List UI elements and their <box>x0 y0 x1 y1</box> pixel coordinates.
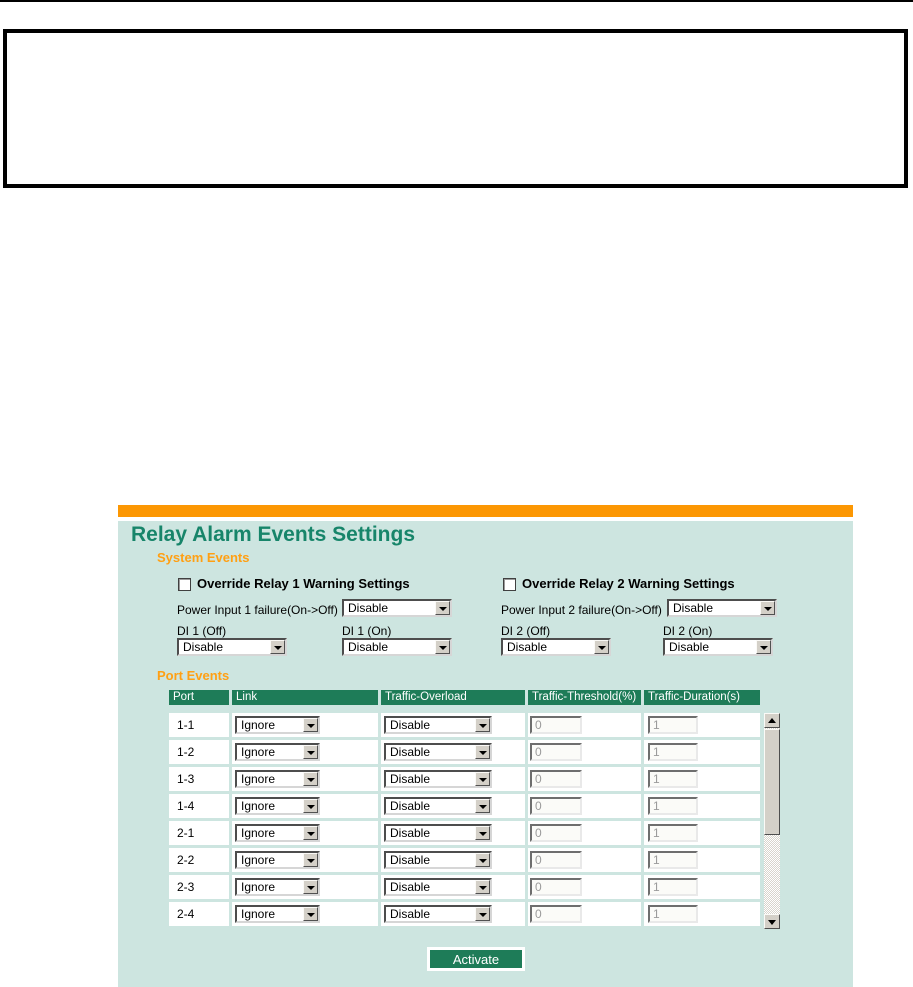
dropdown-arrow-icon[interactable] <box>303 826 318 840</box>
link-select[interactable]: Ignore <box>235 716 320 734</box>
power-input1-select-value: Disable <box>348 601 389 615</box>
duration-input[interactable] <box>648 851 698 869</box>
dropdown-arrow-icon[interactable] <box>303 880 318 894</box>
link-select[interactable]: Ignore <box>235 743 320 761</box>
table-row <box>169 767 760 791</box>
link-select[interactable]: Ignore <box>235 770 320 788</box>
dropdown-arrow-icon[interactable] <box>475 799 490 813</box>
port-label: 2-1 <box>177 826 195 840</box>
duration-input[interactable] <box>648 797 698 815</box>
table-row <box>169 740 760 764</box>
duration-input[interactable] <box>648 878 698 896</box>
activate-button[interactable]: Activate <box>427 947 525 971</box>
di2-off-label: DI 2 (Off) <box>501 624 551 638</box>
di1-on-label: DI 1 (On) <box>342 624 392 638</box>
di2-off-select[interactable] <box>501 638 611 656</box>
overload-select[interactable]: Disable <box>384 797 492 815</box>
di1-off-label: DI 1 (Off) <box>177 624 227 638</box>
column-header-threshold: Traffic-Threshold(%) <box>528 690 641 705</box>
dropdown-arrow-icon[interactable] <box>475 880 490 894</box>
override-relay2-label: Override Relay 2 Warning Settings <box>522 576 735 591</box>
table-row <box>169 848 760 872</box>
power-input1-select[interactable] <box>342 599 452 617</box>
link-select[interactable]: Ignore <box>235 851 320 869</box>
table-row <box>169 902 760 926</box>
overload-select[interactable]: Disable <box>384 878 492 896</box>
threshold-input[interactable] <box>530 797 582 815</box>
port-label: 1-1 <box>177 718 195 732</box>
duration-input[interactable] <box>648 770 698 788</box>
link-select[interactable]: Ignore <box>235 824 320 842</box>
power-input1-label: Power Input 1 failure(On->Off) <box>177 603 338 617</box>
dropdown-arrow-icon[interactable] <box>475 826 490 840</box>
column-header-overload: Traffic-Overload <box>381 690 525 705</box>
table-row <box>169 821 760 845</box>
duration-input[interactable] <box>648 824 698 842</box>
dropdown-arrow-icon[interactable] <box>303 745 318 759</box>
system-events-heading: System Events <box>157 550 250 565</box>
dropdown-arrow-icon[interactable] <box>475 907 490 921</box>
dropdown-arrow-icon[interactable] <box>435 640 450 654</box>
threshold-input[interactable] <box>530 851 582 869</box>
scroll-down-button[interactable] <box>764 914 780 929</box>
duration-input[interactable] <box>648 743 698 761</box>
dropdown-arrow-icon[interactable] <box>475 853 490 867</box>
table-row <box>169 713 760 737</box>
threshold-input[interactable] <box>530 878 582 896</box>
scrollbar-thumb[interactable] <box>764 729 780 835</box>
di2-off-select-value: Disable <box>507 640 548 654</box>
port-events-table-body <box>169 713 760 929</box>
top-rule <box>0 0 913 2</box>
port-label: 1-4 <box>177 799 195 813</box>
threshold-input[interactable] <box>530 716 582 734</box>
di2-on-select-value: Disable <box>669 640 710 654</box>
scroll-up-button[interactable] <box>764 713 780 728</box>
orange-header-bar <box>118 505 853 517</box>
threshold-input[interactable] <box>530 743 582 761</box>
power-input2-select[interactable] <box>667 599 777 617</box>
overload-select[interactable]: Disable <box>384 905 492 923</box>
dropdown-arrow-icon[interactable] <box>303 799 318 813</box>
dropdown-arrow-icon[interactable] <box>475 718 490 732</box>
column-header-duration: Traffic-Duration(s) <box>644 690 760 705</box>
dropdown-arrow-icon[interactable] <box>594 640 609 654</box>
port-label: 1-2 <box>177 745 195 759</box>
di2-on-label: DI 2 (On) <box>663 624 713 638</box>
dropdown-arrow-icon[interactable] <box>270 640 285 654</box>
port-label: 2-4 <box>177 907 195 921</box>
threshold-input[interactable] <box>530 905 582 923</box>
di1-on-select-value: Disable <box>348 640 389 654</box>
column-header-link: Link <box>232 690 378 705</box>
power-input2-label: Power Input 2 failure(On->Off) <box>501 603 662 617</box>
column-header-port: Port <box>169 690 229 705</box>
port-label: 2-3 <box>177 880 195 894</box>
dropdown-arrow-icon[interactable] <box>475 772 490 786</box>
overload-select[interactable]: Disable <box>384 851 492 869</box>
dropdown-arrow-icon[interactable] <box>303 853 318 867</box>
relay-alarm-settings-panel <box>118 505 853 987</box>
table-scrollbar[interactable] <box>764 713 780 929</box>
dropdown-arrow-icon[interactable] <box>475 745 490 759</box>
link-select[interactable]: Ignore <box>235 797 320 815</box>
table-row <box>169 875 760 899</box>
port-label: 2-2 <box>177 853 195 867</box>
dropdown-arrow-icon[interactable] <box>303 718 318 732</box>
di1-off-select[interactable] <box>177 638 287 656</box>
override-relay1-label: Override Relay 1 Warning Settings <box>197 576 410 591</box>
arrow-up-icon <box>768 718 776 723</box>
port-label: 1-3 <box>177 772 195 786</box>
duration-input[interactable] <box>648 716 698 734</box>
page-title: Relay Alarm Events Settings <box>131 523 415 546</box>
dropdown-arrow-icon[interactable] <box>435 601 450 615</box>
empty-outlined-box <box>3 29 908 188</box>
override-relay2-checkbox[interactable] <box>503 578 516 591</box>
threshold-input[interactable] <box>530 824 582 842</box>
overload-select[interactable]: Disable <box>384 743 492 761</box>
threshold-input[interactable] <box>530 770 582 788</box>
di1-on-select[interactable] <box>342 638 452 656</box>
override-relay1-checkbox[interactable] <box>178 578 191 591</box>
arrow-down-icon <box>768 920 776 925</box>
overload-select[interactable]: Disable <box>384 770 492 788</box>
link-select[interactable]: Ignore <box>235 905 320 923</box>
dropdown-arrow-icon[interactable] <box>303 772 318 786</box>
duration-input[interactable] <box>648 905 698 923</box>
dropdown-arrow-icon[interactable] <box>303 907 318 921</box>
dropdown-arrow-icon[interactable] <box>756 640 771 654</box>
overload-select[interactable]: Disable <box>384 824 492 842</box>
di1-off-select-value: Disable <box>183 640 224 654</box>
overload-select[interactable]: Disable <box>384 716 492 734</box>
port-events-heading: Port Events <box>157 668 230 683</box>
di2-on-select[interactable] <box>663 638 773 656</box>
port-events-table-header <box>169 690 760 705</box>
dropdown-arrow-icon[interactable] <box>760 601 775 615</box>
link-select[interactable]: Ignore <box>235 878 320 896</box>
power-input2-select-value: Disable <box>673 601 714 615</box>
table-row <box>169 794 760 818</box>
